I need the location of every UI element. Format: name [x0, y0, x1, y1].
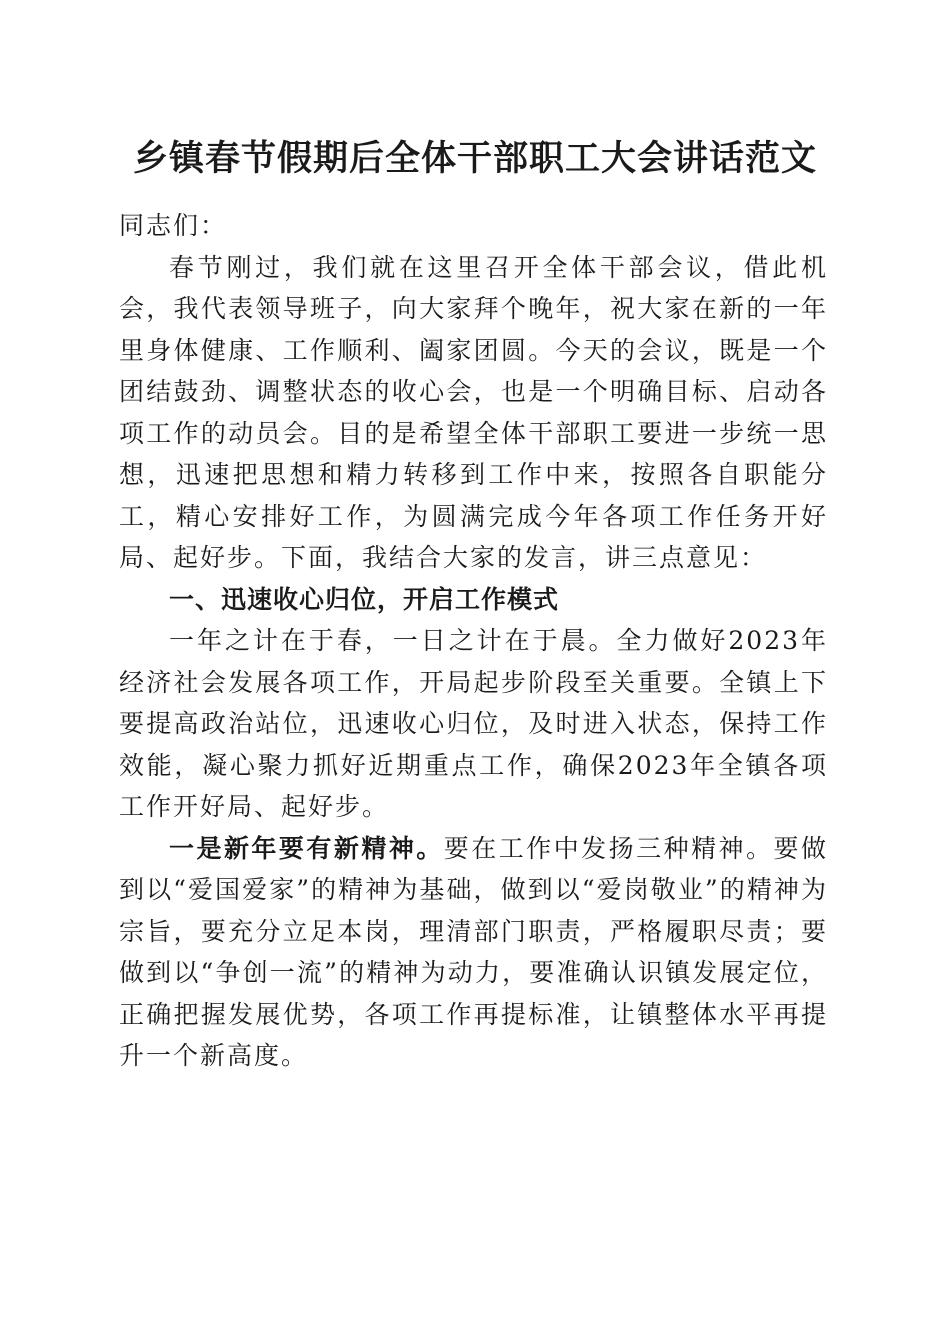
document-title: 乡镇春节假期后全体干部职工大会讲话范文 — [132, 138, 817, 179]
section1-paragraph: 一年之计在于春，一日之计在于晨。全力做好2023年经济社会发展各项工作，开局起步阶段至关重要。全镇上下要提高政治站位，迅速收心归位，及时进入状态，保持工作效能，凝心聚力抓好近期重点工作，确保2023年全镇各项工作开好局、起好步。 — [119, 626, 828, 821]
salutation: 同志们： — [119, 211, 228, 240]
section-heading-1: 一、迅速收心归位，开启工作模式 — [169, 584, 560, 614]
document-body — [119, 205, 828, 1077]
intro-paragraph: 春节刚过，我们就在这里召开全体干部会议，借此机会，我代表领导班子，向大家拜个晚年，祝大家在新的一年里身体健康、工作顺利、阖家团圆。今天的会议，既是一个团结鼓劲、调整状态的收心会，也是一个明确目标、启动各项工作的动员会。目的是希望全体干部职工要进一步统一思想，迅速把思想和精力转移到工作中来，按照各自职能分工，精心安排好工作，为圆满完成今年各项工作任务开好局、起好步。下面，我结合大家的发言，讲三点意见： — [119, 252, 828, 572]
point-body-text: 要在工作中发扬三种精神。要做到以“爱国爱家”的精神为基础，做到以“爱岗敬业”的精神为宗旨，要充分立足本岗，理清部门职责，严格履职尽责；要做到以“争创一流”的精神为动力，要准确认识镇发展定位，正确把握发展优势，各项工作再提标准，让镇整体水平再提升一个新高度。 — [119, 833, 828, 1070]
point-lead-text: 一是新年要有新精神。 — [169, 833, 444, 863]
section1-point1-paragraph — [119, 828, 828, 1077]
